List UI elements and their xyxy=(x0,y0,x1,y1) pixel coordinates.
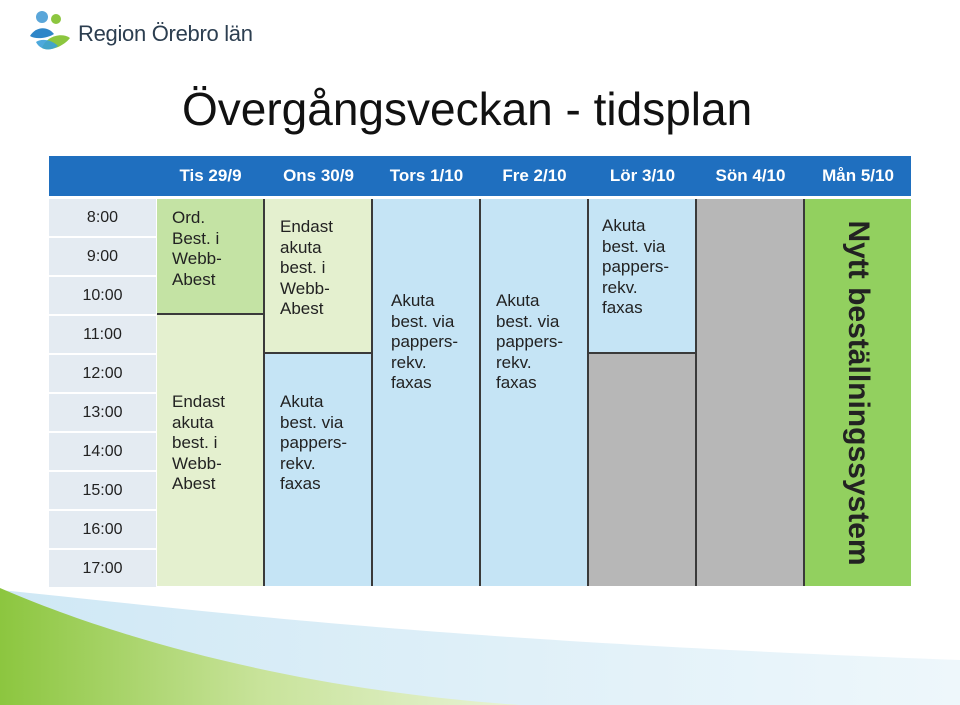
header-day-son: Sön 4/10 xyxy=(697,156,804,196)
logo-text: Region Örebro län xyxy=(78,21,253,46)
time-slot: 8:00 xyxy=(49,199,156,236)
time-slot: 13:00 xyxy=(49,394,156,431)
time-slot: 14:00 xyxy=(49,433,156,470)
time-slot: 15:00 xyxy=(49,472,156,509)
header-day-tis: Tis 29/9 xyxy=(157,156,264,196)
region-logo xyxy=(28,8,268,58)
new-system-label: Nytt beställningssystem xyxy=(842,219,875,566)
logo-mark-icon xyxy=(28,8,76,58)
header-day-ons: Ons 30/9 xyxy=(265,156,372,196)
time-slot: 11:00 xyxy=(49,316,156,353)
fre-block: Akuta best. via pappers- rekv. faxas xyxy=(481,199,588,586)
tis-rest-block: Endast akuta best. i Webb- Abest xyxy=(157,315,264,586)
page-title: Övergångsveckan - tidsplan xyxy=(182,83,753,135)
column-separator xyxy=(803,199,805,586)
ons-rest-block: Akuta best. via pappers- rekv. faxas xyxy=(265,354,372,586)
lor-morning-block: Akuta best. via pappers- rekv. faxas xyxy=(589,199,696,352)
column-separator xyxy=(371,199,373,586)
header-day-man: Mån 5/10 xyxy=(805,156,911,196)
son-block xyxy=(697,199,804,586)
time-slot: 10:00 xyxy=(49,277,156,314)
tis-morning-block: Ord. Best. i Webb- Abest xyxy=(157,199,264,313)
header-day-lor: Lör 3/10 xyxy=(589,156,696,196)
time-slot: 12:00 xyxy=(49,355,156,392)
column-separator xyxy=(479,199,481,586)
header-day-fre: Fre 2/10 xyxy=(481,156,588,196)
column-separator xyxy=(587,199,589,586)
tors-block: Akuta best. via pappers- rekv. faxas xyxy=(373,199,480,586)
time-slot: 17:00 xyxy=(49,550,156,587)
header-day-tors: Tors 1/10 xyxy=(373,156,480,196)
man-block xyxy=(805,199,911,586)
lor-rest-block xyxy=(589,354,696,586)
time-slot: 16:00 xyxy=(49,511,156,548)
column-separator xyxy=(263,199,265,586)
decorative-wave-icon xyxy=(0,570,960,705)
ons-morning-block: Endast akuta best. i Webb- Abest xyxy=(265,199,372,352)
column-separator xyxy=(695,199,697,586)
time-slot: 9:00 xyxy=(49,238,156,275)
